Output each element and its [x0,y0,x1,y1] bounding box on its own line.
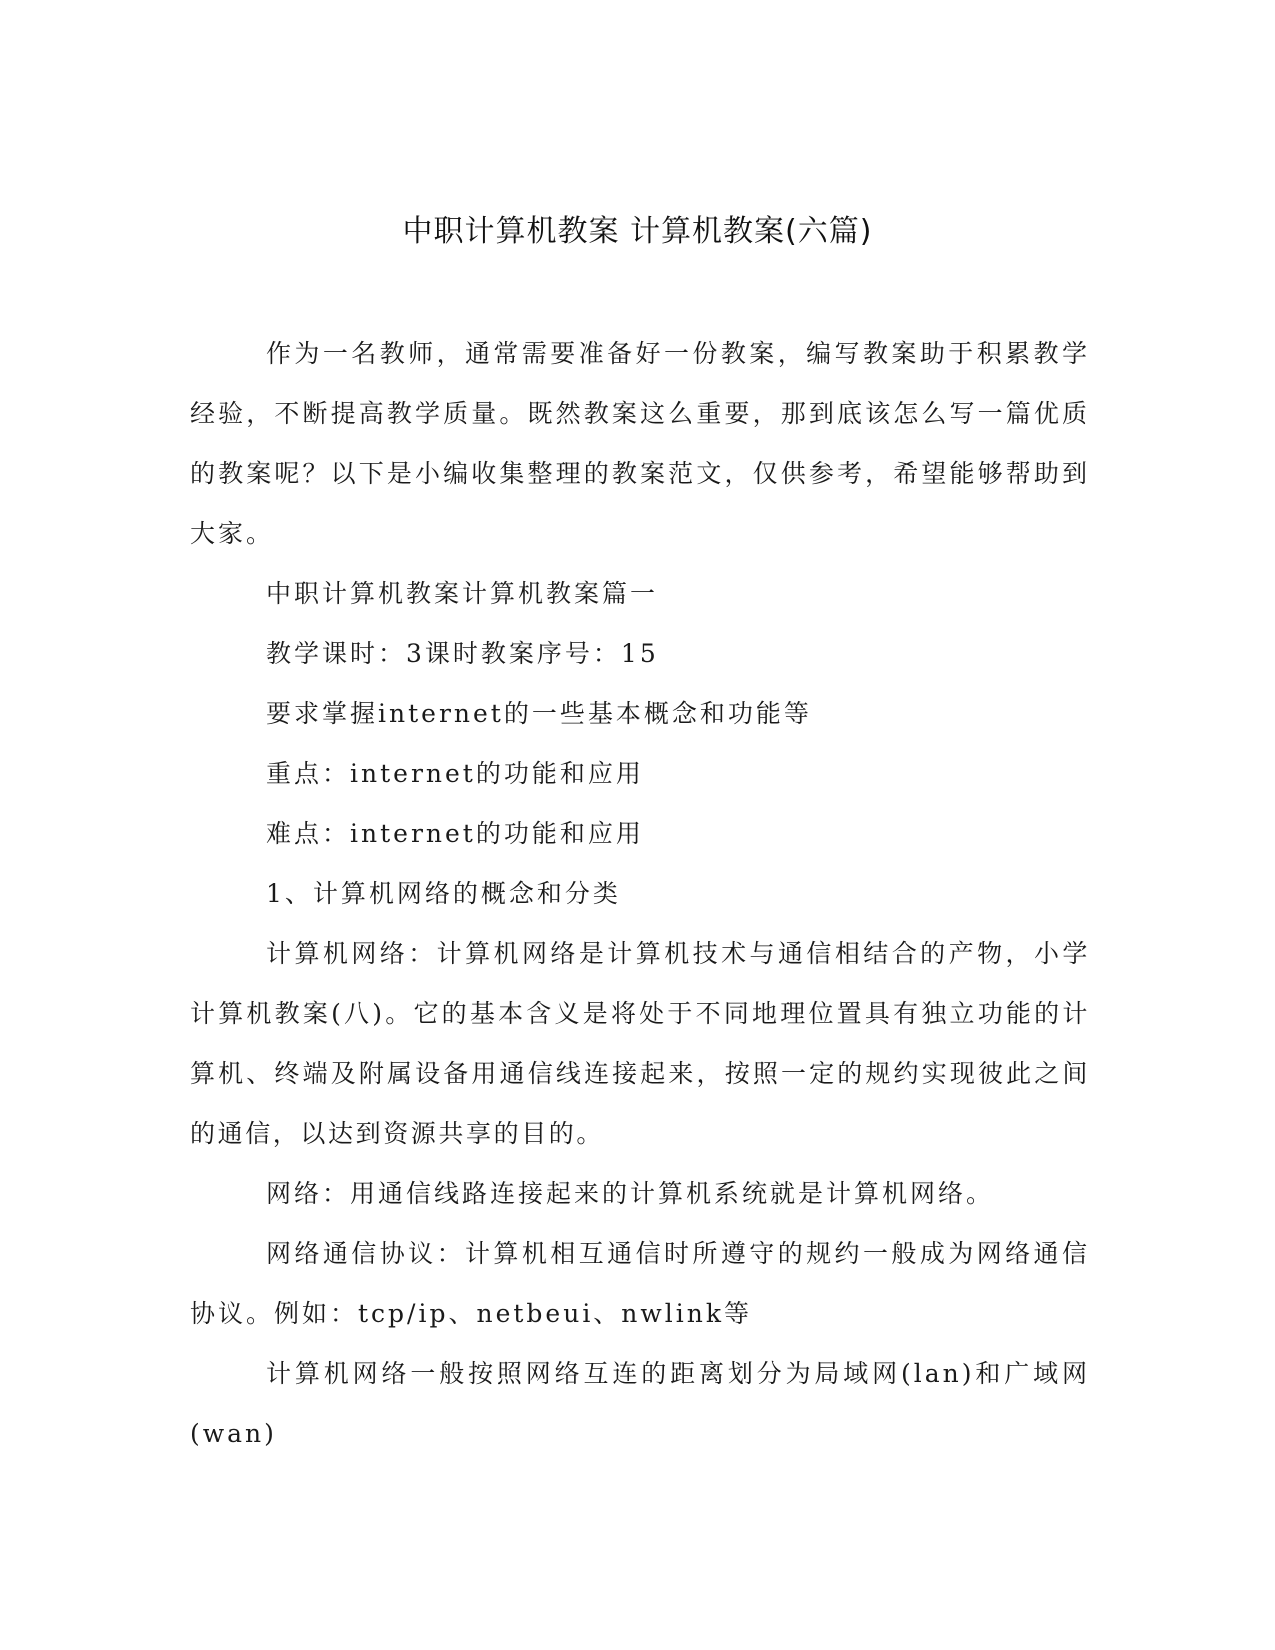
intro-paragraph: 作为一名教师，通常需要准备好一份教案，编写教案助于积累教学经验，不断提高教学质量。既然教案这么重要，那到底该怎么写一篇优质的教案呢？以下是小编收集整理的教案范文，仅供参考，希望能够帮助到大家。 [190,339,1090,548]
document-body [190,324,1090,1464]
requirement-paragraph: 要求掌握internet的一些基本概念和功能等 [266,699,812,728]
subsection-heading: 1、计算机网络的概念和分类 [266,879,621,908]
network-definition-paragraph: 计算机网络：计算机网络是计算机技术与通信相结合的产物，小学计算机教案(八)。它的基本含义是将处于不同地理位置具有独立功能的计算机、终端及附属设备用通信线连接起来，按照一定的规约实现彼此之间的通信，以达到资源共享的目的。 [190,939,1090,1148]
key-point-paragraph: 重点：internet的功能和应用 [266,759,644,788]
network-classification-paragraph: 计算机网络一般按照网络互连的距离划分为局域网(lan)和广域网(wan) [190,1359,1090,1448]
lesson-hours-paragraph: 教学课时：3课时教案序号：15 [266,639,659,668]
difficulty-paragraph: 难点：internet的功能和应用 [266,819,644,848]
protocol-paragraph: 网络通信协议：计算机相互通信时所遵守的规约一般成为网络通信协议。例如：tcp/ip、netbeui、nwlink等 [190,1239,1090,1328]
document-title: 中职计算机教案 计算机教案(六篇) [402,214,873,249]
section-heading: 中职计算机教案计算机教案篇一 [266,579,659,608]
network-paragraph: 网络：用通信线路连接起来的计算机系统就是计算机网络。 [266,1179,995,1208]
